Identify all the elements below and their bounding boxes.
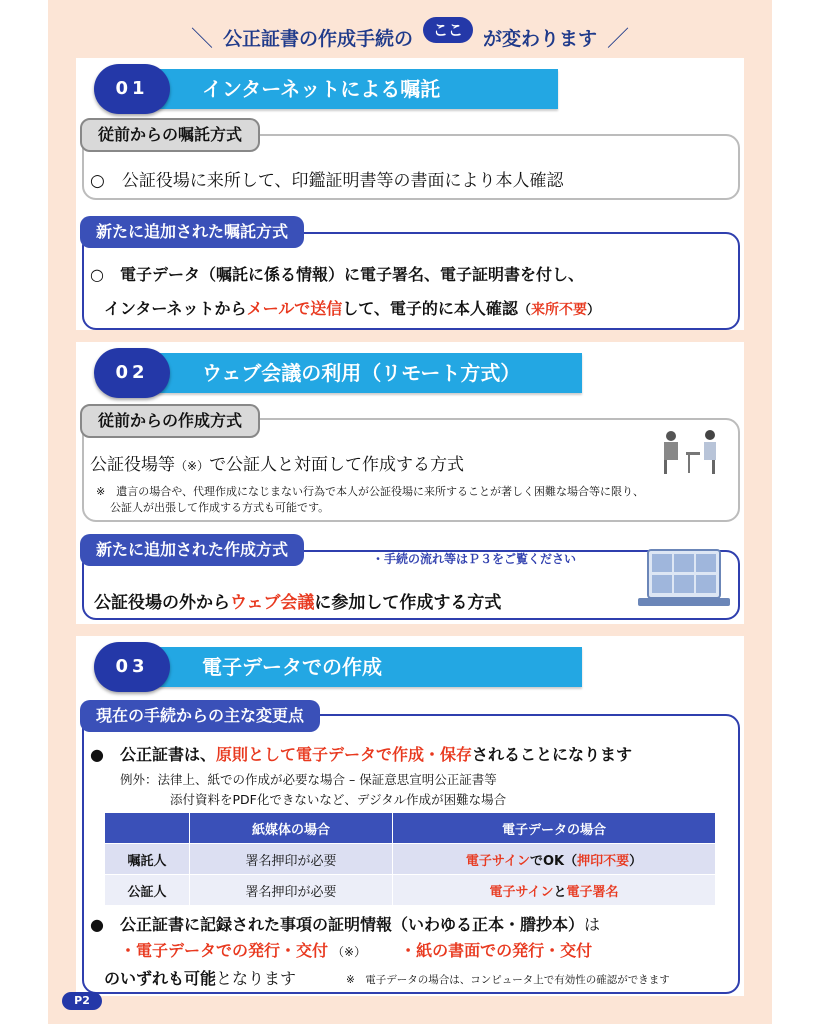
web-meeting-highlight: ウェブ会議 xyxy=(230,593,315,613)
issuance-options xyxy=(120,938,592,961)
section-number: 02 xyxy=(94,348,170,398)
esign-highlight: 電子サイン xyxy=(465,853,530,869)
paren-close: ） xyxy=(629,853,643,869)
digital-signature-highlight: 電子署名 xyxy=(566,884,619,900)
procedure-hint: ・手続の流れ等はＰ３をご覧ください xyxy=(372,552,577,566)
and-text: と xyxy=(553,884,567,900)
table-cell-electronic xyxy=(393,875,716,906)
new-method-line2-a: インターネットから xyxy=(104,299,247,318)
table-row xyxy=(105,875,716,906)
section-electronic-data xyxy=(76,636,744,996)
changes-label: 現在の手続からの主な変更点 xyxy=(80,700,320,732)
old-method-label: 従前からの作成方式 xyxy=(80,404,260,438)
table-row-head-requester: 嘱託人 xyxy=(105,844,190,875)
bullet-electronic-default xyxy=(90,742,632,765)
section-title: インターネットによる嘱託 xyxy=(140,69,558,109)
page-background xyxy=(48,0,772,1024)
bullet1-highlight: 原則として電子データで作成・保存 xyxy=(215,745,472,764)
old-text-a: 公証役場等 xyxy=(90,455,175,475)
old-text-note-mark: （※） xyxy=(175,459,210,473)
header-slash-right: ／ xyxy=(607,27,630,52)
paper-issuance: ・紙の書面での発行・交付 xyxy=(400,941,593,960)
old-method-text xyxy=(90,450,464,475)
comparison-table xyxy=(104,812,716,906)
both-possible-a: のいずれも可能 xyxy=(104,969,217,988)
section-number: 03 xyxy=(94,642,170,692)
new-method-line1: ○ 電子データ（嘱託に係る情報）に電子署名、電子証明書を付し、 xyxy=(90,265,584,284)
both-possible-b: となります xyxy=(216,969,297,988)
esign-highlight: 電子サイン xyxy=(489,884,554,900)
table-row xyxy=(105,844,716,875)
electronic-issuance-note-mark: （※） xyxy=(332,945,361,959)
page-header xyxy=(48,22,772,62)
header-title-after: が変わります xyxy=(483,28,598,50)
exception-line1: 例外：法律上、紙での作成が必要な場合 – 保証意思宣明公正証書等 xyxy=(120,772,497,787)
electronic-validity-note: ※ 電子データの場合は、コンピュータ上で有効性の確認ができます xyxy=(346,974,670,986)
header-badge: ここ xyxy=(423,17,473,43)
new-method-text xyxy=(94,588,501,613)
bullet2-b: は xyxy=(583,915,600,934)
no-visit-highlight: 来所不要 xyxy=(530,302,587,318)
table-header-row xyxy=(105,813,716,844)
section-online-request xyxy=(76,58,744,330)
new-method-label: 新たに追加された作成方式 xyxy=(80,534,304,566)
old-method-text: ○ 公証役場に来所して、印鑑証明書等の書面により本人確認 xyxy=(90,171,564,191)
section-number: 01 xyxy=(94,64,170,114)
header-title-before: 公正証書の作成手続の xyxy=(222,28,413,50)
exception-line2: 添付資料をPDF化できないなど、デジタル作成が困難な場合 xyxy=(170,792,507,807)
new-method-line2-c: して、電子的に本人確認 xyxy=(342,299,518,318)
bullet1-a: ● 公正証書は、 xyxy=(90,745,216,764)
table-cell-paper: 署名押印が必要 xyxy=(190,844,393,875)
ok-text: でOK（ xyxy=(529,853,578,869)
old-method-label: 従前からの嘱託方式 xyxy=(80,118,260,152)
table-cell-electronic xyxy=(393,844,716,875)
bullet2-a: ● 公正証書に記録された事項の証明情報（いわゆる正本・謄抄本） xyxy=(90,915,584,934)
old-text-c: で公証人と対面して作成する方式 xyxy=(209,455,465,475)
electronic-issuance: ・電子データでの発行・交付 xyxy=(120,941,329,960)
new-method-line2 xyxy=(104,296,600,319)
bullet-certificate-info xyxy=(90,912,600,935)
old-method-note1: ※ 遺言の場合や、代理作成になじまない行為で本人が公証役場に来所することが著しく困難な場合等に限り、 xyxy=(96,485,644,498)
table-header-paper: 紙媒体の場合 xyxy=(190,813,393,844)
table-cell-paper: 署名押印が必要 xyxy=(190,875,393,906)
both-possible-text xyxy=(104,966,296,989)
no-seal-highlight: 押印不要 xyxy=(577,853,630,869)
section-title: 電子データでの作成 xyxy=(140,647,582,687)
section-title: ウェブ会議の利用（リモート方式） xyxy=(140,353,582,393)
new-text-c: に参加して作成する方式 xyxy=(314,593,502,613)
bullet1-c: されることになります xyxy=(471,745,632,764)
face-to-face-illustration xyxy=(656,424,726,476)
table-header-empty xyxy=(105,813,190,844)
new-text-a: 公証役場の外から xyxy=(94,593,230,613)
laptop-web-meeting-illustration xyxy=(638,548,730,610)
new-method-label: 新たに追加された嘱託方式 xyxy=(80,216,304,248)
table-header-electronic: 電子データの場合 xyxy=(393,813,716,844)
paren-close: ） xyxy=(586,303,600,318)
new-method-email-highlight: メールで送信 xyxy=(246,299,343,318)
old-method-note2: 公証人が出張して作成する方式も可能です。 xyxy=(110,501,330,514)
table-row-head-notary: 公証人 xyxy=(105,875,190,906)
section-web-meeting xyxy=(76,342,744,624)
paren-open: （ xyxy=(517,303,531,318)
header-slash-left: ＼ xyxy=(190,27,213,52)
page-number-badge: P2 xyxy=(62,992,102,1010)
